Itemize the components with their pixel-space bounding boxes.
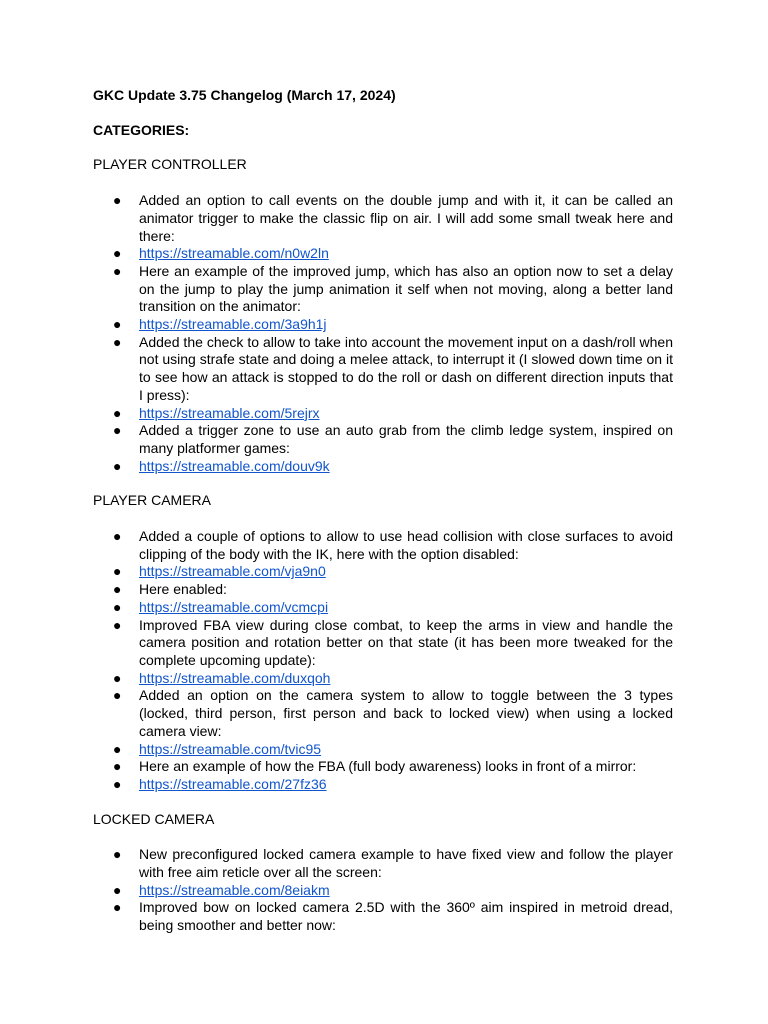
bullet-icon: ● xyxy=(113,262,122,279)
list-item xyxy=(93,581,673,599)
link-list-item xyxy=(93,741,673,759)
bullet-icon: ● xyxy=(113,846,122,863)
list-item xyxy=(93,422,673,457)
link-list-item xyxy=(93,245,673,263)
streamable-link[interactable]: https://streamable.com/8eiakm xyxy=(139,881,330,898)
section-heading: PLAYER CAMERA xyxy=(93,492,211,509)
streamable-link[interactable]: https://streamable.com/douv9k xyxy=(139,457,330,474)
list-item xyxy=(93,263,673,316)
list-item-text: Added an option on the camera system to allow to toggle between the 3 types (locked, third person, first person and back to locked view) when using a locked camera view: xyxy=(139,687,673,739)
streamable-link[interactable]: https://streamable.com/27fz36 xyxy=(139,775,327,792)
bullet-icon: ● xyxy=(113,758,122,775)
list-item-text: Added the check to allow to take into account the movement input on a dash/roll when not using strafe state and doing a melee attack, to interrupt it (I slowed down time on it to see how an attack is stopped to do the roll or dash on different direction inputs that I press): xyxy=(139,333,673,403)
bullet-icon: ● xyxy=(113,333,122,350)
list-item xyxy=(93,899,673,934)
section-heading: LOCKED CAMERA xyxy=(93,810,215,827)
streamable-link[interactable]: https://streamable.com/vcmcpi xyxy=(139,598,329,615)
bullet-icon: ● xyxy=(113,669,122,686)
list-item-text: Added an option to call events on the double jump and with it, it can be called an animator trigger to make the classic flip on air. I will add some small tweak here and there: xyxy=(139,192,673,244)
list-item xyxy=(93,334,673,405)
document-title: GKC Update 3.75 Changelog (March 17, 2024) xyxy=(93,87,396,103)
link-list-item xyxy=(93,776,673,794)
bullet-icon: ● xyxy=(113,563,122,580)
list-item xyxy=(93,846,673,881)
list-item-text: Here an example of the improved jump, which has also an option now to set a delay on the jump to play the jump animation it self when not moving, along a better land transition on the animator: xyxy=(139,262,673,315)
streamable-link[interactable]: https://streamable.com/vja9n0 xyxy=(139,563,326,580)
list-item-text: Here enabled: xyxy=(139,581,227,598)
link-list-item xyxy=(93,882,673,900)
streamable-link[interactable]: https://streamable.com/n0w2ln xyxy=(139,245,329,262)
list-item xyxy=(93,528,673,563)
list-item-text: Added a couple of options to allow to use head collision with close surfaces to avoid clipping of the body with the IK, here with the option disabled: xyxy=(139,528,673,562)
link-list-item xyxy=(93,316,673,334)
bullet-icon: ● xyxy=(113,775,122,792)
streamable-link[interactable]: https://streamable.com/5rejrx xyxy=(139,404,320,421)
bullet-list xyxy=(93,192,673,475)
link-list-item xyxy=(93,458,673,476)
streamable-link[interactable]: https://streamable.com/duxqoh xyxy=(139,669,331,686)
bullet-icon: ● xyxy=(113,457,122,474)
list-item xyxy=(93,687,673,740)
list-item-text: Improved bow on locked camera 2.5D with the 360º aim inspired in metroid dread, being smoother and better now: xyxy=(139,899,673,934)
list-item-text: Added a trigger zone to use an auto grab from the climb ledge system, inspired on many platformer games: xyxy=(139,422,673,456)
bullet-icon: ● xyxy=(113,881,122,898)
link-list-item xyxy=(93,405,673,423)
link-list-item xyxy=(93,563,673,581)
streamable-link[interactable]: https://streamable.com/tvic95 xyxy=(139,740,322,757)
list-item xyxy=(93,192,673,245)
list-item-text: Improved FBA view during close combat, to keep the arms in view and handle the camera position and rotation better on that state (it has been more tweaked for the complete upcoming update): xyxy=(139,616,673,668)
bullet-list xyxy=(93,528,673,794)
bullet-icon: ● xyxy=(113,740,122,757)
bullet-icon: ● xyxy=(113,616,122,633)
bullet-icon: ● xyxy=(113,404,122,421)
bullet-icon: ● xyxy=(113,245,122,262)
link-list-item xyxy=(93,670,673,688)
bullet-icon: ● xyxy=(113,528,122,545)
categories-label: CATEGORIES: xyxy=(93,121,190,138)
list-item xyxy=(93,617,673,670)
sections-container xyxy=(93,156,673,934)
list-item xyxy=(93,758,673,776)
bullet-icon: ● xyxy=(113,598,122,615)
bullet-icon: ● xyxy=(113,422,122,439)
bullet-icon: ● xyxy=(113,687,122,704)
document-body xyxy=(93,87,673,935)
bullet-icon: ● xyxy=(113,899,122,916)
link-list-item xyxy=(93,599,673,617)
streamable-link[interactable]: https://streamable.com/3a9h1j xyxy=(139,316,327,333)
bullet-icon: ● xyxy=(113,316,122,333)
list-item-text: New preconfigured locked camera example to have fixed view and follow the player with free aim reticle over all the screen: xyxy=(139,846,673,881)
bullet-list xyxy=(93,846,673,935)
bullet-icon: ● xyxy=(113,192,122,209)
bullet-icon: ● xyxy=(113,581,122,598)
section-heading: PLAYER CONTROLLER xyxy=(93,156,247,173)
list-item-text: Here an example of how the FBA (full body awareness) looks in front of a mirror: xyxy=(139,758,637,775)
